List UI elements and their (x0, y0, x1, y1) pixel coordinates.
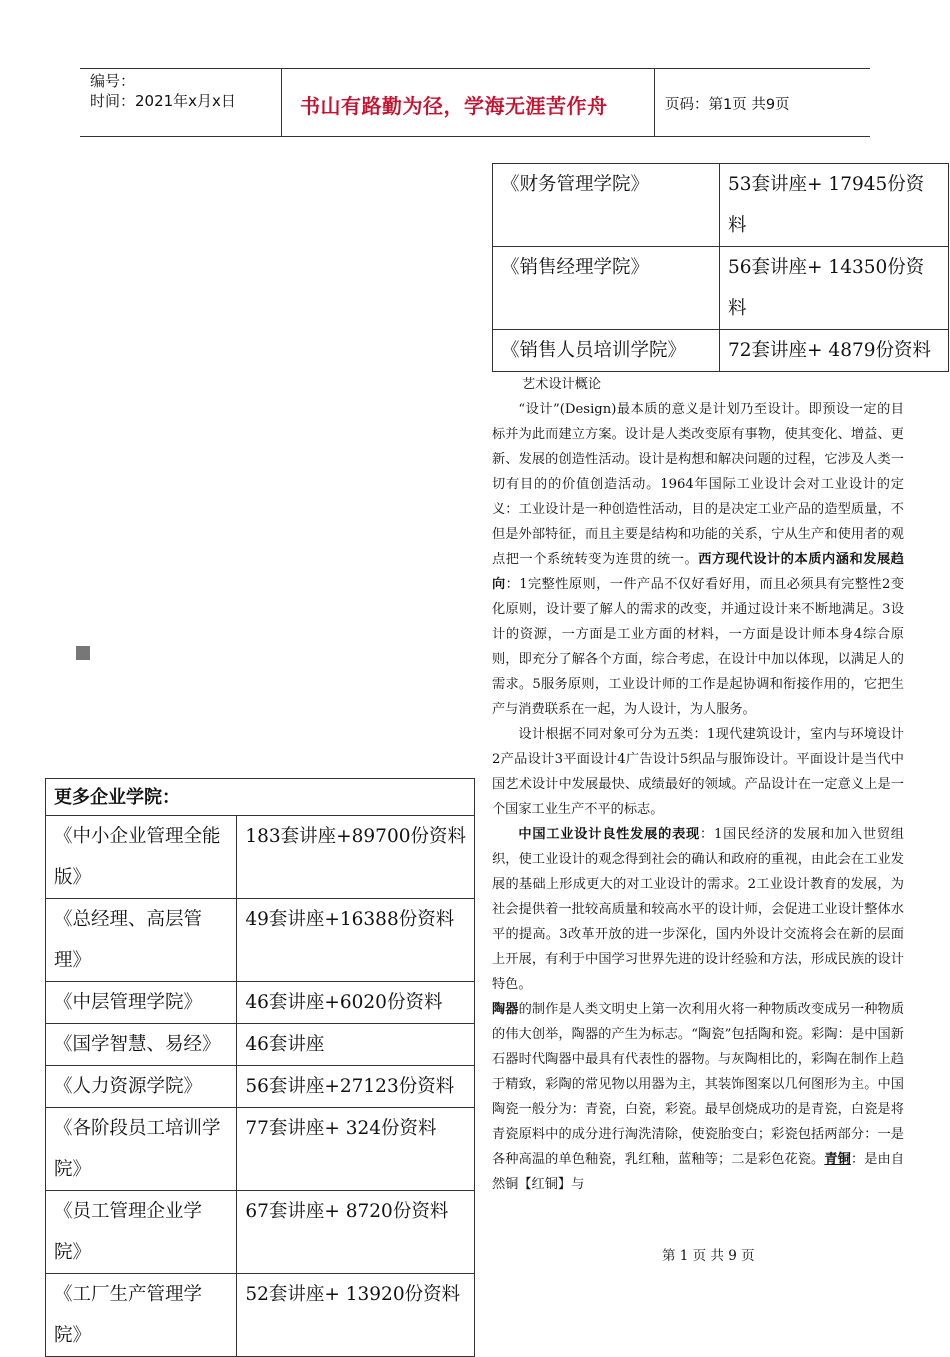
course-name: 《工厂生产管理学院》 (46, 1274, 237, 1357)
course-name: 《销售人员培训学院》 (493, 330, 720, 372)
article-paragraph (492, 397, 904, 722)
table-row (46, 899, 475, 982)
table-row (493, 164, 949, 247)
course-detail: 56套讲座+27123份资料 (237, 1066, 475, 1108)
article-paragraph (492, 997, 904, 1197)
paragraph-text: ：1完整性原则，一件产品不仅好看好用，而且必须具有完整性2变化原则，设计要了解人的需求的改变，并通过设计来不断地满足。3设计的资源，一方面是工业方面的材料，一方面是设计师本身4综合原则，即充分了解各个方面，综合考虑，在设计中加以体现，以满足人的需求。5服务原则，工业设计师的工作是起协调和衔接作用的，它把生产与消费联系在一起，为人设计，为人服务。 (492, 577, 905, 717)
course-detail: 53套讲座+ 17945份资料 (720, 164, 949, 247)
course-name: 《销售经理学院》 (493, 247, 720, 330)
article-paragraph: 设计根据不同对象可分为五类：1现代建筑设计，室内与环境设计2产品设计3平面设计4广告设计5织品与服饰设计。平面设计是当代中国艺术设计中发展最快、成绩最好的领域。产品设计在一定意义上是一个国家工业生产不平的标志。 (492, 727, 904, 817)
article-body (492, 372, 904, 1197)
paragraph-heading: 青铜 (824, 1152, 851, 1167)
table-row (46, 982, 475, 1024)
article-paragraph (492, 822, 904, 997)
course-detail: 46套讲座 (237, 1024, 475, 1066)
paragraph-heading: 陶器 (492, 1002, 519, 1017)
paragraph-heading: 中国工业设计良性发展的表现 (518, 827, 701, 842)
course-detail: 49套讲座+16388份资料 (237, 899, 475, 982)
top-course-table (492, 163, 949, 372)
page-footer: 第 1 页 共 9 页 (662, 1248, 755, 1264)
course-detail: 52套讲座+ 13920份资料 (237, 1274, 475, 1357)
header-top-rule (80, 68, 870, 69)
header-motto: 书山有路勤为径，学海无涯苦作舟 (300, 94, 608, 118)
header-page-label: 页码：第1页 共9页 (665, 97, 790, 113)
paragraph-text: 的制作是人类文明史上第一次利用火将一种物质改变成另一种物质的伟大创举，陶器的产生为标志。“陶瓷”包括陶和瓷。彩陶：是中国新石器时代陶器中最具有代表性的器物。与灰陶相比的，彩陶在制作上趋于精致，彩陶的常见物以用器为主，其装饰图案以几何图形为主。中国陶瓷一般分为：青瓷，白瓷，彩瓷。最早创烧成功的是青瓷，白瓷是将青瓷原料中的成分进行淘洗清除，使瓷胎变白；彩瓷包括两部分：一是各种高温的单色釉瓷，乳红釉，蓝釉等；二是彩色花瓷。 (492, 1002, 905, 1167)
header-meta (90, 71, 236, 111)
more-courses-table (45, 778, 475, 1357)
course-name: 《员工管理企业学院》 (46, 1191, 237, 1274)
paragraph-text: ：是由自然铜【红铜】与 (492, 1152, 905, 1192)
course-detail: 183套讲座+89700份资料 (237, 816, 475, 899)
paragraph-heading: 西方现代设计的本质内涵和发展趋向 (492, 552, 904, 592)
table-row (46, 1108, 475, 1191)
serial-label: 编号： (90, 72, 136, 90)
paragraph-text: “设计”(Design)最本质的意义是计划乃至设计。即预设一定的目标并为此而建立方案。设计是人类改变原有事物，使其变化、增益、更新、发展的创造性活动。设计是构想和解决问题的过程，它涉及人类一切有目的的价值创造活动。1964年国际工业设计会对工业设计的定义：工业设计是一种创造性活动，目的是决定工业产品的造型质量，不但是外部特征，而且主要是结构和功能的关系，宁从生产和使用者的观点把一个系统转变为连贯的统一。 (492, 402, 904, 567)
header-bottom-rule (80, 136, 870, 137)
placeholder-square (76, 646, 90, 660)
header-divider-left (281, 68, 282, 136)
table-row (493, 330, 949, 372)
course-detail: 67套讲座+ 8720份资料 (237, 1191, 475, 1274)
course-name: 《财务管理学院》 (493, 164, 720, 247)
paragraph-text: ：1国民经济的发展和加入世贸组织，使工业设计的观念得到社会的确认和政府的重视，由此会在工业发展的基础上形成更大的对工业设计的需求。2工业设计教育的发展，为社会提供着一批较高质量和较高水平的设计师，会促进工业设计整体水平的提高。3改革开放的进一步深化，国内外设计交流将会在新的层面上开展，有利于中国学习世界先进的设计经验和方法，形成民族的设计特色。 (492, 827, 904, 992)
course-name: 《总经理、高层管理》 (46, 899, 237, 982)
course-name: 《中小企业管理全能版》 (46, 816, 237, 899)
table-row (46, 1066, 475, 1108)
article-title: 艺术设计概论 (522, 377, 602, 392)
header-divider-right (654, 68, 655, 136)
course-detail: 56套讲座+ 14350份资料 (720, 247, 949, 330)
course-name: 《国学智慧、易经》 (46, 1024, 237, 1066)
table-heading: 更多企业学院： (46, 779, 475, 816)
table-header-row (46, 779, 475, 816)
course-detail: 72套讲座+ 4879份资料 (720, 330, 949, 372)
course-detail: 46套讲座+6020份资料 (237, 982, 475, 1024)
table-row (46, 816, 475, 899)
date-label: 时间：2021年x月x日 (90, 92, 236, 110)
course-detail: 77套讲座+ 324份资料 (237, 1108, 475, 1191)
table-row (46, 1024, 475, 1066)
course-name: 《各阶段员工培训学院》 (46, 1108, 237, 1191)
table-row (493, 247, 949, 330)
course-name: 《中层管理学院》 (46, 982, 237, 1024)
table-row (46, 1274, 475, 1357)
table-row (46, 1191, 475, 1274)
course-name: 《人力资源学院》 (46, 1066, 237, 1108)
